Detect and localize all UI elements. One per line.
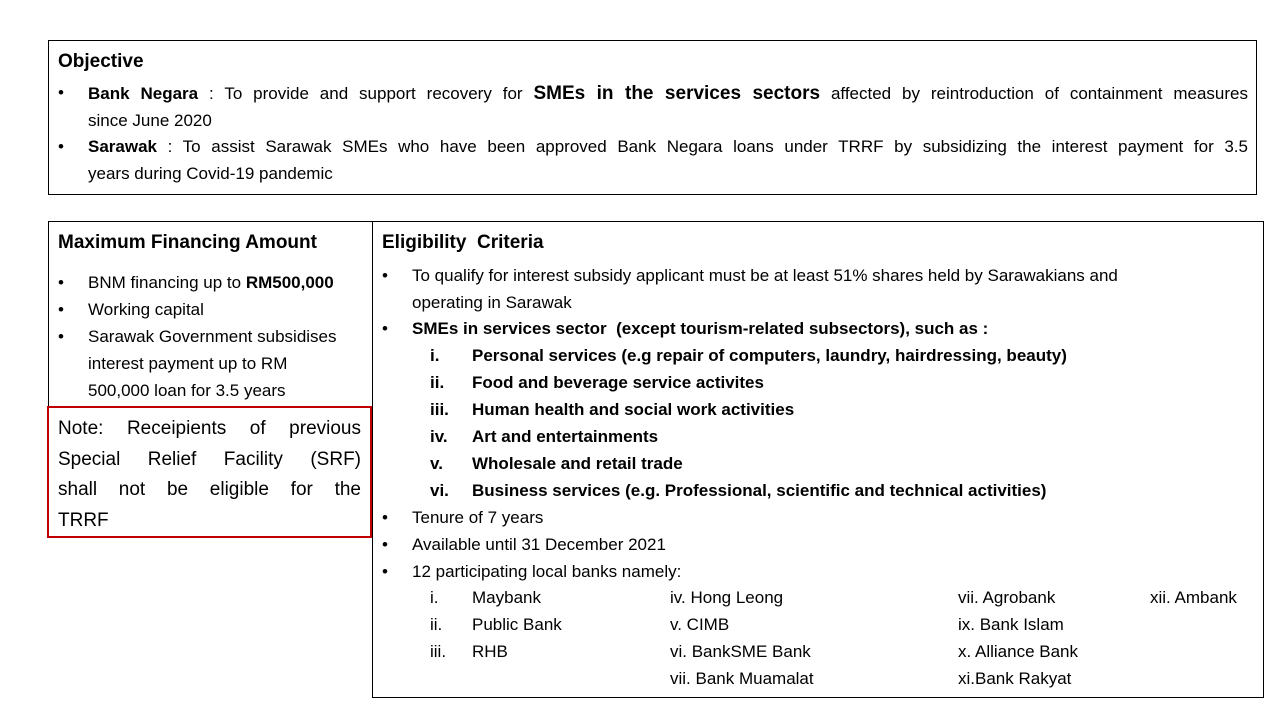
eligibility-box bbox=[372, 221, 1264, 698]
bullet: • bbox=[382, 535, 388, 554]
sector-number: v. bbox=[430, 454, 443, 473]
objective-label-sarawak: Sarawak bbox=[88, 137, 157, 156]
bank-item: vii. Agrobank bbox=[958, 588, 1056, 607]
max-financing-title: Maximum Financing Amount bbox=[58, 232, 317, 253]
eligibility-item: 12 participating local banks namely: bbox=[412, 562, 682, 581]
sector-text: Human health and social work activities bbox=[472, 400, 795, 419]
objective-item-sarawak bbox=[88, 137, 1248, 157]
sector-number: ii. bbox=[430, 373, 445, 392]
bank-item: vi. BankSME Bank bbox=[670, 642, 811, 661]
eligibility-item: To qualify for interest subsidy applicant must be at least 51% shares held by Sarawakians and bbox=[412, 266, 1118, 285]
max-financing-item: Working capital bbox=[88, 300, 204, 319]
max-financing-item: Sarawak Government subsidises bbox=[88, 327, 337, 346]
objective-highlight: SMEs in the services sectors bbox=[533, 83, 821, 104]
bank-name: Maybank bbox=[472, 588, 541, 607]
max-financing-item bbox=[88, 273, 334, 293]
sector-text: Art and entertainments bbox=[472, 427, 659, 446]
bank-item: vii. Bank Muamalat bbox=[670, 669, 814, 688]
eligibility-line: operating in Sarawak bbox=[412, 293, 572, 312]
bullet: • bbox=[58, 273, 64, 292]
bank-item: xi.Bank Rakyat bbox=[958, 669, 1072, 688]
bank-number: ii. bbox=[430, 615, 443, 634]
item-text: BNM financing up to bbox=[88, 273, 246, 292]
bank-item: iv. Hong Leong bbox=[670, 588, 784, 607]
bank-item: x. Alliance Bank bbox=[958, 642, 1079, 661]
objective-text: affected by reintroduction of containment measures bbox=[820, 84, 1248, 103]
sector-number: iii. bbox=[430, 400, 449, 419]
bank-number: iii. bbox=[430, 642, 447, 661]
bullet: • bbox=[382, 508, 388, 527]
objective-box bbox=[48, 40, 1257, 195]
eligibility-item: Tenure of 7 years bbox=[412, 508, 544, 527]
note-line: Special Relief Facility (SRF) bbox=[58, 449, 361, 470]
sector-text: Food and beverage service activites bbox=[472, 373, 764, 392]
bank-item: ix. Bank Islam bbox=[958, 615, 1064, 634]
sector-number: vi. bbox=[430, 481, 449, 500]
bullet: • bbox=[382, 266, 388, 285]
separator: : bbox=[198, 84, 225, 103]
objective-text: To assist Sarawak SMEs who have been approved Bank Negara loans under TRRF by subsidizing the interest payment for 3.5 bbox=[182, 137, 1248, 156]
note-line: Note: Receipients of previous bbox=[58, 418, 361, 439]
objective-line: since June 2020 bbox=[88, 111, 212, 130]
bank-item: xii. Ambank bbox=[1150, 588, 1237, 607]
bank-item: v. CIMB bbox=[670, 615, 730, 634]
note-line: shall not be eligible for the bbox=[58, 479, 361, 500]
bullet: • bbox=[382, 562, 388, 581]
sector-number: i. bbox=[430, 346, 440, 365]
item-amount: RM500,000 bbox=[245, 273, 334, 292]
eligibility-sectors-heading: SMEs in services sector (except tourism-related subsectors), such as : bbox=[412, 319, 989, 338]
objective-line: years during Covid-19 pandemic bbox=[88, 164, 333, 183]
sector-number: iv. bbox=[430, 427, 448, 446]
bullet: • bbox=[382, 319, 388, 338]
bullet: • bbox=[58, 300, 64, 319]
bullet: • bbox=[58, 327, 64, 346]
bank-name: Public Bank bbox=[472, 615, 562, 634]
sector-text: Personal services (e.g repair of computers, laundry, hairdressing, beauty) bbox=[472, 346, 1067, 365]
bullet: • bbox=[58, 137, 64, 156]
separator: : bbox=[157, 137, 183, 156]
objective-title: Objective bbox=[58, 51, 144, 72]
bank-name: RHB bbox=[472, 642, 508, 661]
eligibility-item: Available until 31 December 2021 bbox=[412, 535, 666, 554]
objective-text: To provide and support recovery for bbox=[224, 84, 534, 103]
sector-text: Business services (e.g. Professional, scientific and technical activities) bbox=[472, 481, 1047, 500]
max-financing-line: interest payment up to RM bbox=[88, 354, 288, 373]
note-line: TRRF bbox=[58, 510, 109, 531]
bank-number: i. bbox=[430, 588, 439, 607]
sector-text: Wholesale and retail trade bbox=[472, 454, 683, 473]
objective-label-bank-negara: Bank Negara bbox=[88, 84, 199, 103]
max-financing-box bbox=[48, 221, 373, 407]
note-box bbox=[47, 406, 372, 538]
max-financing-line: 500,000 loan for 3.5 years bbox=[88, 381, 286, 400]
eligibility-title: Eligibility Criteria bbox=[382, 232, 544, 253]
objective-item-bank-negara bbox=[88, 83, 1248, 105]
bullet: • bbox=[58, 83, 64, 102]
